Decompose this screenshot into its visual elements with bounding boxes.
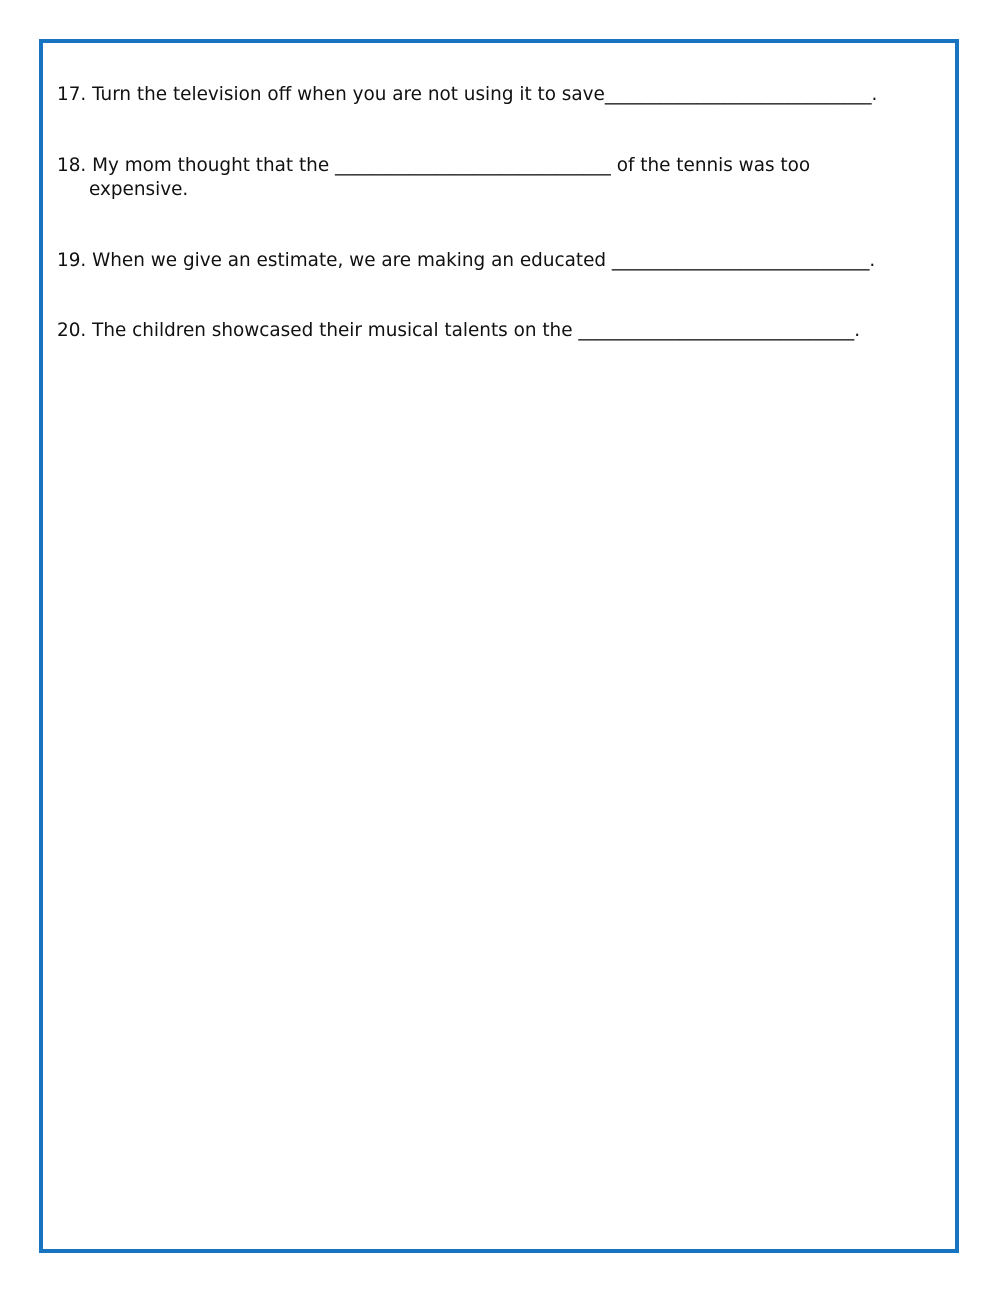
page-border xyxy=(39,39,959,1253)
question-18: 18. My mom thought that the ______________________________ of the tennis was too xyxy=(57,155,811,176)
question-17: 17. Turn the television off when you are not using it to save_____________________________. xyxy=(57,84,878,105)
question-19: 19. When we give an estimate, we are making an educated ____________________________. xyxy=(57,250,876,271)
question-20: 20. The children showcased their musical talents on the ______________________________. xyxy=(57,320,861,341)
question-18-continuation: expensive. xyxy=(89,179,189,200)
